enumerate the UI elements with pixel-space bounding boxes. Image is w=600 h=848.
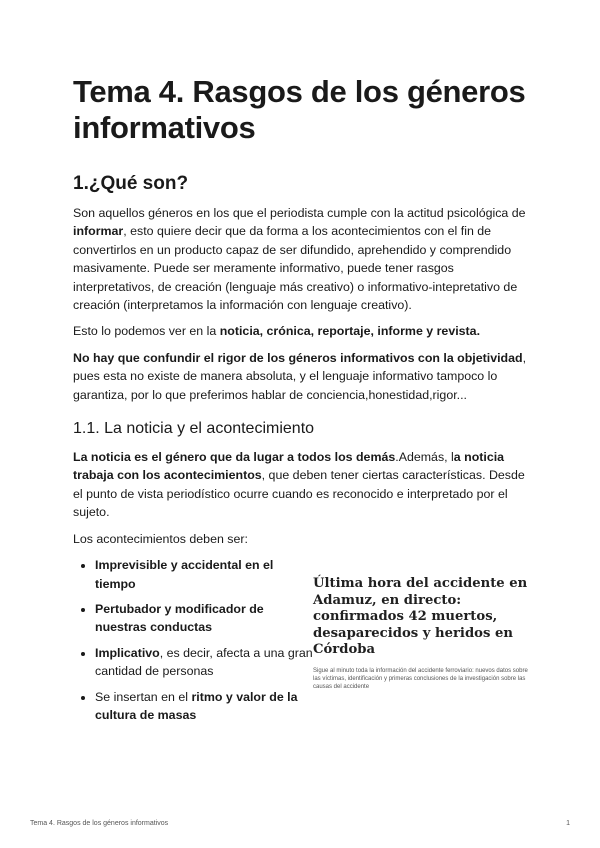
paragraph: [73, 349, 528, 404]
list-item: [95, 600, 313, 637]
paragraph: [73, 322, 528, 340]
list-item: [95, 688, 313, 725]
bold-run: ritmo y valor de la cultura de masas: [95, 689, 298, 722]
news-screenshot-image: [313, 576, 528, 731]
list-item: [95, 556, 313, 593]
section-heading: 1.¿Qué son?: [73, 173, 189, 194]
paragraph: [73, 448, 528, 522]
text-run: Esto lo podemos ver en la: [73, 324, 220, 339]
bold-run: Pertubador y modificador de nuestras conductas: [95, 601, 264, 635]
bold-run: informar: [73, 224, 124, 239]
document-page: [73, 74, 528, 731]
text-run: Se insertan en el: [95, 689, 192, 704]
page-number: 1: [566, 820, 570, 827]
bold-run: Implicativo: [95, 645, 160, 660]
two-column-block: [73, 556, 528, 731]
text-run: , esto quiere decir que da forma a los acontecimientos con el fin de convertirlos en un producto capaz de ser difundido, aprehendido y comprendido masivamente. Puede ser meramente informativo, puede tener rasgos interpretativos, de creación (lenguaje más creativo) o informativo-intepretativo de creación (interpretamos la información con lenguaje creativo).: [73, 224, 518, 313]
subsection-heading: 1.1. La noticia y el acontecimiento: [73, 420, 315, 438]
bold-run: Imprevisible y accidental en el tiempo: [95, 558, 274, 591]
bold-run: La noticia es el género que da lugar a todos los demás: [73, 450, 396, 465]
text-run: , pues esta no existe de manera absoluta, y el lenguaje informativo tampoco lo garantiza, por lo que preferimos hablar de conciencia,honestidad,rigor...: [73, 350, 527, 402]
paragraph: [73, 204, 528, 314]
news-headline: Última hora del accidente en Adamuz, en directo: confirmados 42 muertos, desaparecidos y heridos en Córdoba: [313, 576, 528, 658]
text-run: Son aquellos géneros en los que el periodista cumple con la actitud psicológica de: [73, 206, 526, 220]
list-item: [95, 644, 313, 681]
bold-run: No hay que confundir el rigor de los géneros informativos con la objetividad: [73, 350, 523, 365]
bold-run: noticia, crónica, reportaje, informe y revista.: [219, 324, 481, 339]
paragraph: Los acontecimientos deben ser:: [73, 531, 248, 546]
news-subtext: Sigue al minuto toda la información del accidente ferroviario: nuevos datos sobre las víctimas, identificación y primeras conclusiones de la investigación sobre las causas del accidente: [313, 667, 528, 690]
text-run: , que deben tener ciertas características. Desde el punto de vista periodístico ocurre cuando es reconocido e interpretado por el sujeto.: [73, 468, 525, 520]
text-run: , es decir, afecta a una gran cantidad de personas: [95, 645, 313, 679]
bullet-list: [73, 556, 313, 731]
footer-title: Tema 4. Rasgos de los géneros informativos: [30, 820, 169, 827]
text-run: .Además, l: [395, 450, 454, 465]
page-title: Tema 4. Rasgos de los géneros informativos: [73, 74, 526, 145]
bold-run: a noticia trabaja con los acontecimientos: [73, 450, 505, 483]
